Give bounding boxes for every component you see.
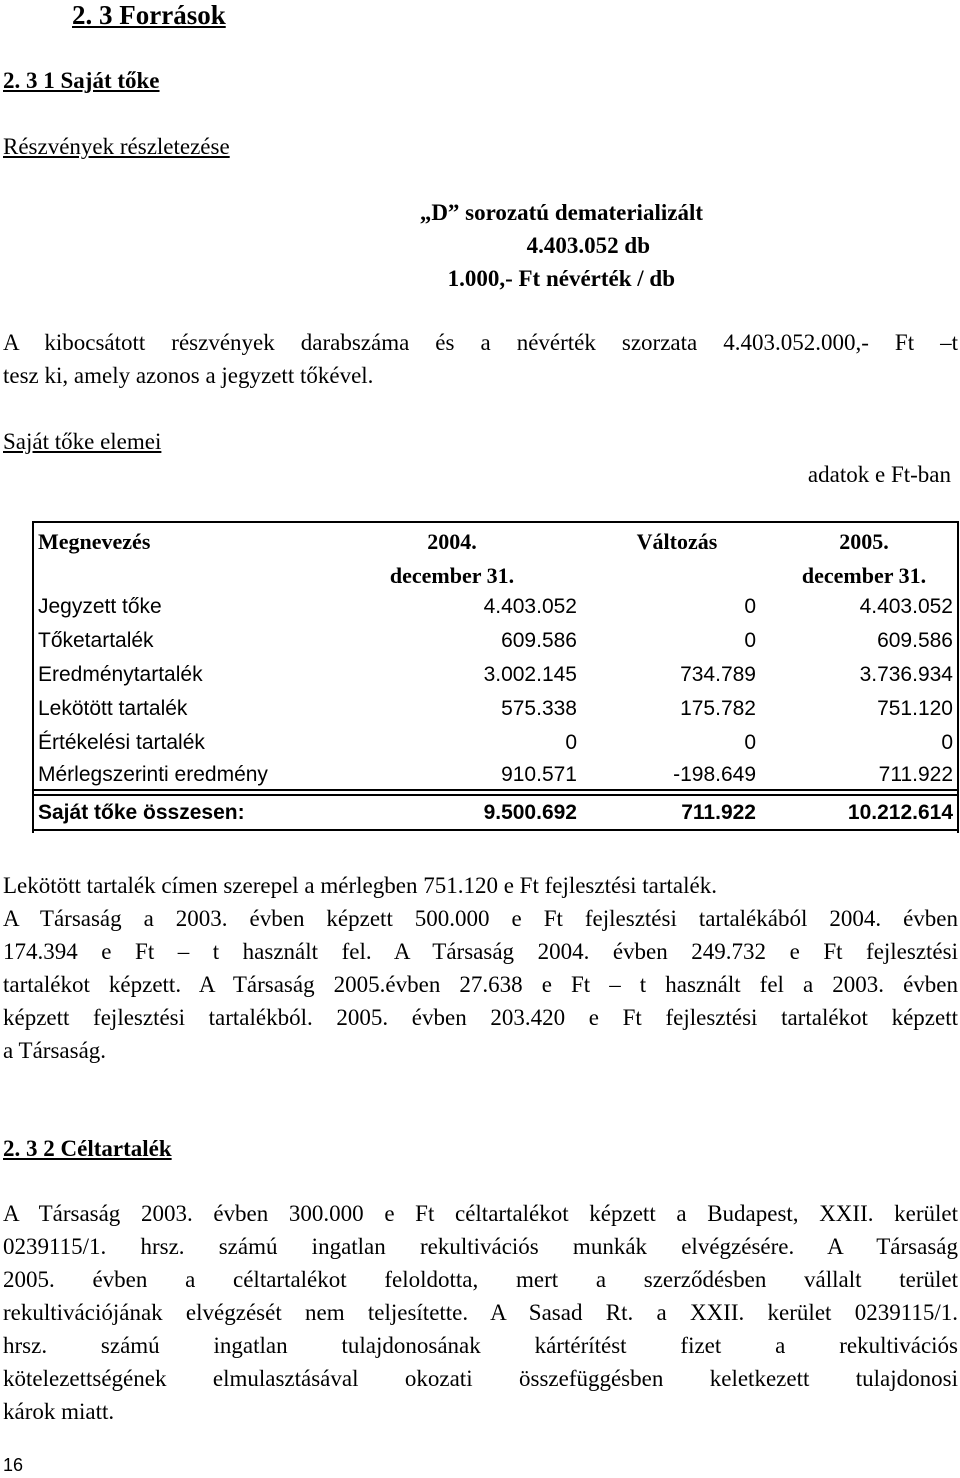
header-2004-date: december 31.: [389, 563, 515, 588]
total-value-2005: 10.212.614: [847, 801, 953, 824]
total-value-change: 711.922: [681, 801, 756, 824]
page-heading: 2. 3 Források: [72, 0, 226, 30]
row-value-change: 0: [744, 629, 756, 652]
row-value-change: 734.789: [680, 663, 756, 686]
total-label: Saját tőke összesen:: [38, 801, 245, 824]
notes-line: Lekötött tartalék címen szerepel a mérlegben 751.120 e Ft fejlesztési tartalék.: [3, 873, 717, 898]
row-name: Jegyzett tőke: [38, 595, 162, 618]
row-name: Lekötött tartalék: [38, 697, 188, 720]
table-row: [32, 692, 959, 726]
row-value-change: 0: [744, 595, 756, 618]
row-name: Mérlegszerinti eredmény: [38, 763, 268, 786]
celtartalek-line: A Társaság 2003. évben 300.000 e Ft céltartalékot képzett a Budapest, XXII. kerület: [3, 1201, 958, 1226]
table-border-top: [32, 521, 959, 523]
row-name: Tőketartalék: [38, 629, 154, 652]
shares-paragraph-line-1: A kibocsátott részvények darabszáma és a névérték szorzata 4.403.052.000,- Ft –t: [3, 330, 958, 355]
table-row: [32, 760, 959, 790]
celtartalek-line: 0239115/1. hrsz. számú ingatlan rekultivációs munkák elvégzésére. A Társaság: [3, 1234, 958, 1259]
table-caption: Saját tőke elemei: [3, 429, 162, 454]
share-count-line: 4.403.052 db: [526, 233, 650, 258]
notes-line: 174.394 e Ft – t használt fel. A Társaság 2004. évben 249.732 e Ft fejlesztési: [3, 939, 958, 964]
total-row: [32, 797, 959, 829]
table-row: [32, 726, 959, 760]
total-separator-2: [32, 794, 959, 796]
section-title-sajat-toke: 2. 3 1 Saját tőke: [3, 68, 160, 93]
row-name: Értékelési tartalék: [38, 731, 205, 754]
header-2005-year: 2005.: [839, 529, 889, 554]
row-name: Eredménytartalék: [38, 663, 203, 686]
total-value-2004: 9.500.692: [483, 801, 577, 824]
subsection-title-reszvenyek: Részvények részletezése: [3, 134, 230, 159]
shares-paragraph-line-2: tesz ki, amely azonos a jegyzett tőkével.: [3, 363, 374, 388]
row-value-change: 0: [744, 731, 756, 754]
table-row: [32, 590, 959, 624]
row-value-2005: 3.736.934: [859, 663, 953, 686]
reserve-notes-paragraph: [3, 873, 958, 1073]
row-value-2005: 751.120: [877, 697, 953, 720]
row-value-2005: 609.586: [877, 629, 953, 652]
table-row: [32, 624, 959, 658]
share-face-value-line: 1.000,- Ft névérték / db: [447, 266, 675, 291]
notes-line: A Társaság a 2003. évben képzett 500.000 e Ft fejlesztési tartalékából 2004. évben: [3, 906, 958, 931]
table-border-bottom: [32, 829, 959, 831]
section-title-celtartalek: 2. 3 2 Céltartalék: [3, 1136, 172, 1161]
celtartalek-line: kötelezettségének elmulasztásával okozati összefüggésben keletkezett tulajdonosi: [3, 1366, 958, 1391]
row-value-2004: 910.571: [501, 763, 577, 786]
row-value-2004: 575.338: [501, 697, 577, 720]
celtartalek-line: 2005. évben a céltartalékot feloldotta, mert a szerződésben vállalt terület: [3, 1267, 958, 1292]
celtartalek-line: hrsz. számú ingatlan tulajdonosának kártérítést fizet a rekultivációs: [3, 1333, 958, 1358]
page-number: 16: [3, 1455, 24, 1475]
row-value-2004: 3.002.145: [483, 663, 577, 686]
header-2004-year: 2004.: [427, 529, 477, 554]
celtartalek-line: rekultivációjának elvégzését nem teljesítette. A Sasad Rt. a XXII. kerület 0239115/1.: [3, 1300, 958, 1325]
row-value-change: 175.782: [680, 697, 756, 720]
celtartalek-paragraph: [3, 1201, 958, 1436]
equity-table: [32, 521, 959, 833]
row-value-2005: 0: [941, 731, 953, 754]
row-value-2005: 4.403.052: [859, 595, 953, 618]
table-row: [32, 658, 959, 692]
notes-line: a Társaság.: [3, 1038, 107, 1063]
row-value-change: -198.649: [673, 763, 756, 786]
share-series-line: „D” sorozatú dematerializált: [419, 200, 703, 225]
row-value-2004: 4.403.052: [483, 595, 577, 618]
header-valtozas: Változás: [636, 529, 718, 554]
units-note: adatok e Ft-ban: [807, 462, 951, 487]
notes-line: képzett fejlesztési tartalékból. 2005. évben 203.420 e Ft fejlesztési tartalékot képzett: [3, 1005, 958, 1030]
header-2005-date: december 31.: [801, 563, 927, 588]
celtartalek-line: károk miatt.: [3, 1399, 115, 1424]
row-value-2004: 0: [565, 731, 577, 754]
notes-line: tartalékot képzett. A Társaság 2005.évben 27.638 e Ft – t használt fel a 2003. évben: [3, 972, 958, 997]
row-value-2004: 609.586: [501, 629, 577, 652]
header-megnevezes: Megnevezés: [38, 529, 151, 554]
row-value-2005: 711.922: [878, 763, 953, 786]
